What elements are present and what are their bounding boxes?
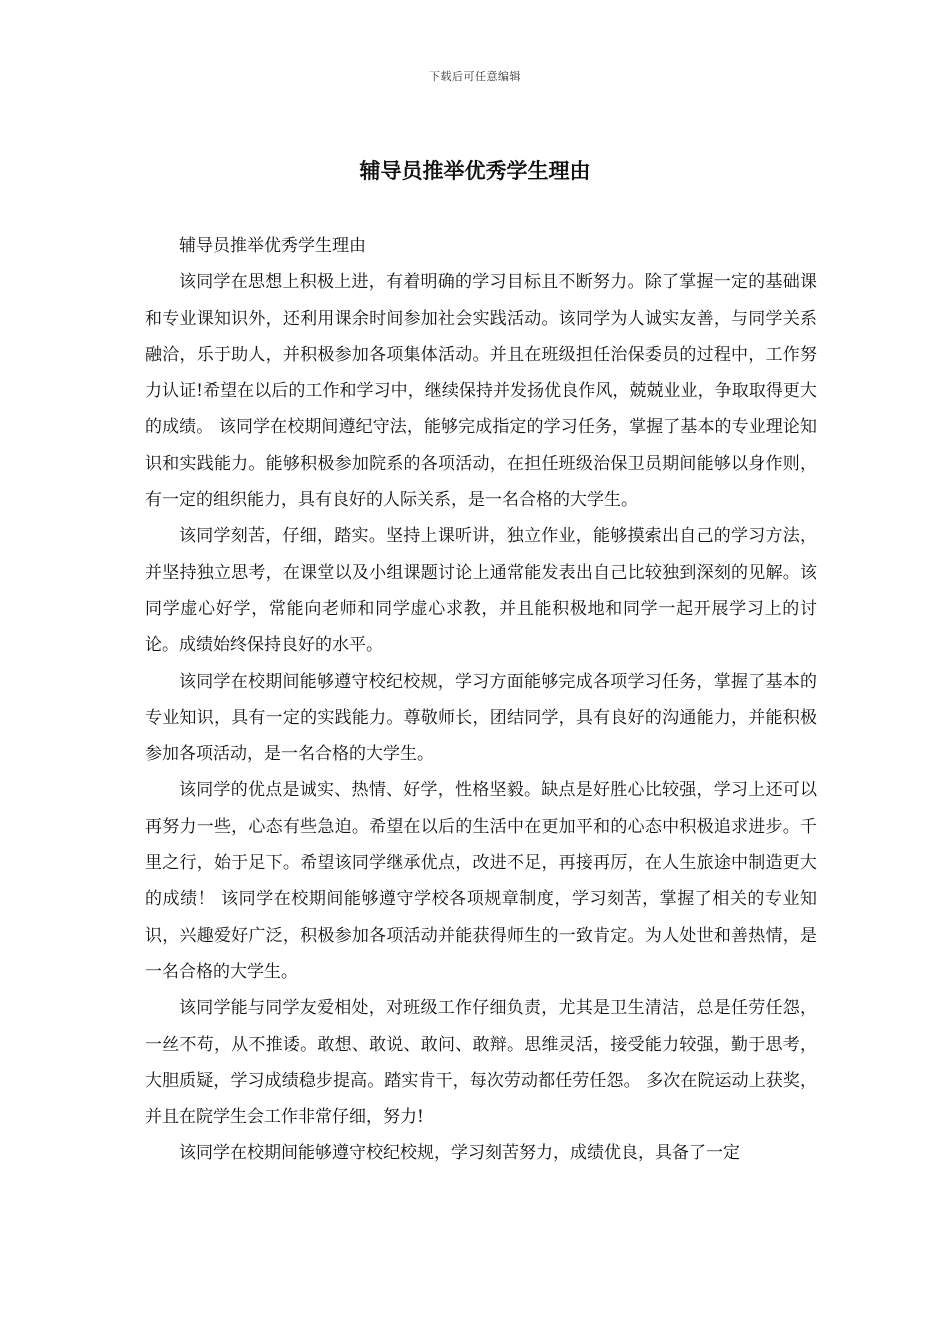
body-paragraph: 该同学的优点是诚实、热情、好学，性格坚毅。缺点是好胜心比较强，学习上还可以再努力一些，心态有些急迫。希望在以后的生活中在更加平和的心态中积极追求进步。千里之行，始于足下。希望该同学继承优点，改进不足，再接再厉，在人生旅途中制造更大的成绩！ 该同学在校期间能够遵守学校各项规章制度，学习刻苦，掌握了相关的专业知识，兴趣爱好广泛，积极参加各项活动并能获得师生的一致肯定。为人处世和善热情，是一名合格的大学生。 — [145, 780, 817, 982]
body-paragraph: 该同学刻苦，仔细，踏实。坚持上课听讲，独立作业，能够摸索出自己的学习方法，并坚持独立思考，在课堂以及小组课题讨论上通常能发表出自己比较独到深刻的见解。该同学虚心好学，常能向老师和同学虚心求教，并且能积极地和同学一起开展学习上的讨论。成绩始终保持良好的水平。 — [145, 526, 817, 656]
body-paragraph: 该同学在校期间能够遵守校纪校规，学习刻苦努力，成绩优良，具备了一定 — [179, 1143, 740, 1164]
body-paragraph: 该同学在思想上积极上进，有着明确的学习目标且不断努力。除了掌握一定的基础课和专业课知识外，还利用课余时间参加社会实践活动。该同学为人诚实友善，与同学关系融洽，乐于助人，并积极参加各项集体活动。并且在班级担任治保委员的过程中，工作努力认证!希望在以后的工作和学习中，继续保持并发扬优良作风，兢兢业业，争取取得更大的成绩。 该同学在校期间遵纪守法，能够完成指定的学习任务，掌握了基本的专业理论知识和实践能力。能够积极参加院系的各项活动，在担任班级治保卫员期间能够以身作则，有一定的组织能力，具有良好的人际关系，是一名合格的大学生。 — [145, 272, 817, 511]
document-title: 辅导员推举优秀学生理由 — [359, 158, 591, 183]
header-note: 下载后可任意编辑 — [429, 70, 521, 83]
body-paragraph: 辅导员推举优秀学生理由 — [179, 236, 366, 256]
document-body — [145, 228, 817, 1172]
body-paragraph: 该同学在校期间能够遵守校纪校规，学习方面能够完成各项学习任务，掌握了基本的专业知识，具有一定的实践能力。尊敬师长，团结同学，具有良好的沟通能力，并能积极参加各项活动，是一名合格的大学生。 — [145, 671, 817, 765]
body-paragraph: 该同学能与同学友爱相处，对班级工作仔细负责，尤其是卫生清洁，总是任劳任怨，一丝不苟，从不推诿。敢想、敢说、敢问、敢辩。思维灵活，接受能力较强，勤于思考，大胆质疑，学习成绩稳步提高。踏实肯干，每次劳动都任劳任怨。 多次在院运动上获奖，并且在院学生会工作非常仔细，努力! — [145, 998, 817, 1128]
